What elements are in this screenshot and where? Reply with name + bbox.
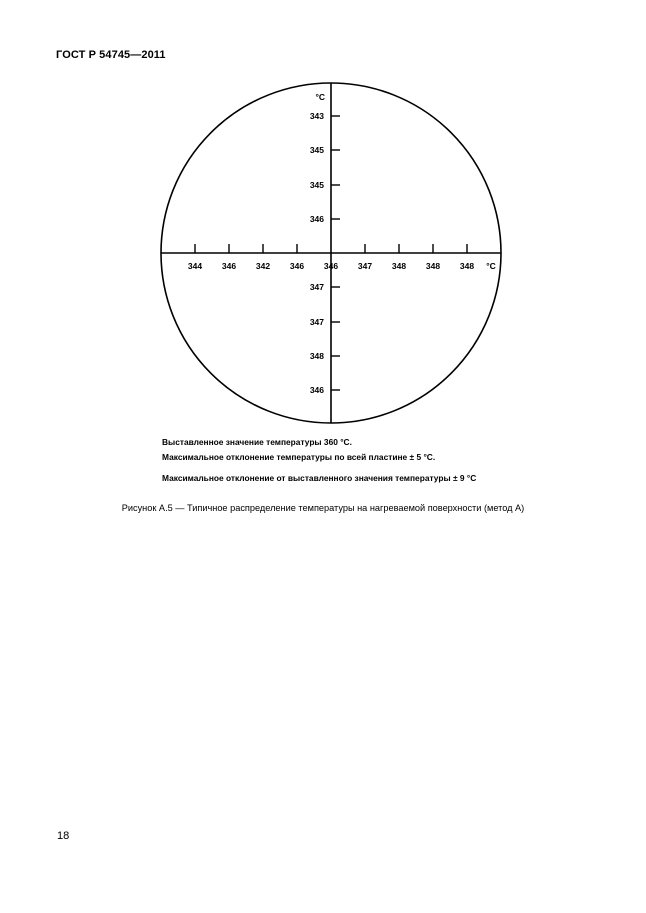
- horizontal-tick-label: 346: [221, 261, 237, 271]
- vertical-unit-label: °C: [315, 92, 325, 102]
- vertical-tick-label: 346: [309, 385, 324, 395]
- vertical-tick-label: 343: [309, 111, 324, 121]
- horizontal-tick-label: 347: [357, 261, 373, 271]
- page-number: 18: [57, 830, 70, 842]
- horizontal-tick-label: 342: [255, 261, 271, 271]
- vertical-tick-label: 347: [309, 282, 324, 292]
- note-max-deviation-setpoint: Максимальное отклонение от выставленного значения температуры ± 9 °С: [162, 473, 477, 483]
- vertical-tick-label: 345: [309, 145, 324, 155]
- note-setpoint: Выставленное значение температуры 360 °С.: [162, 437, 352, 447]
- horizontal-tick-label: 346: [323, 261, 339, 271]
- vertical-tick-label: 348: [309, 351, 324, 361]
- axis-labels: [188, 92, 496, 395]
- note-max-deviation-plate: Максимальное отклонение температуры по всей пластине ± 5 °С.: [162, 452, 436, 462]
- horizontal-tick-label: 344: [187, 261, 203, 271]
- horizontal-tick-label: 348: [459, 261, 475, 271]
- figure-caption: Рисунок А.5 — Типичное распределение температуры на нагреваемой поверхности (метод А): [121, 503, 525, 513]
- vertical-tick-label: 347: [309, 317, 324, 327]
- document-header: ГОСТ Р 54745—2011: [56, 49, 166, 61]
- vertical-tick-label: 346: [309, 214, 324, 224]
- horizontal-tick-label: 348: [391, 261, 407, 271]
- horizontal-tick-label: 346: [289, 261, 305, 271]
- horizontal-tick-label: 348: [425, 261, 441, 271]
- vertical-tick-label: 345: [309, 180, 324, 190]
- horizontal-unit-label: °C: [486, 261, 496, 271]
